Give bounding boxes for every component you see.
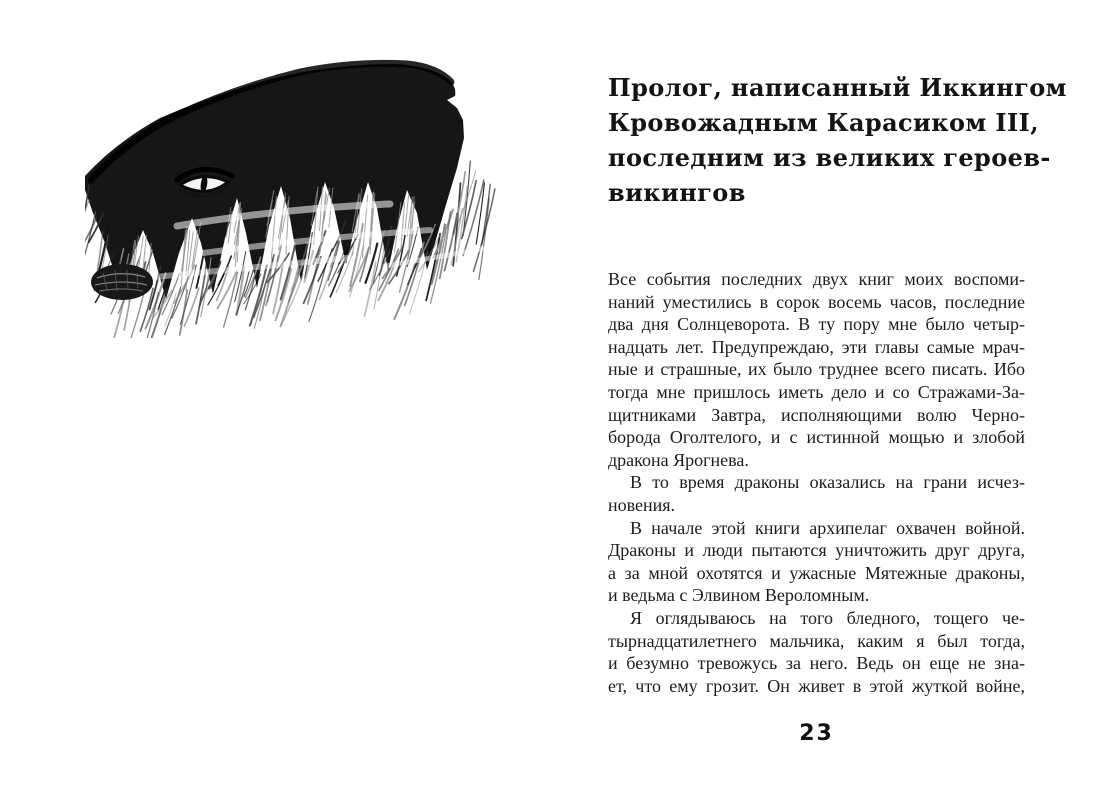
text-line: надцать лет. Предупреждаю, эти главы самые мрач- <box>608 336 1025 357</box>
text-line: В то время драконы оказались на грани исчез- <box>630 472 1025 493</box>
chapter-heading-line: Пролог, написанный Иккингом <box>608 73 1067 102</box>
text-line: Драконы и люди пытаются уничтожить друг друга, <box>608 540 1025 561</box>
paragraph <box>608 268 1025 471</box>
paragraph <box>608 517 1025 607</box>
text-line: ные и страшные, их было труднее всего писать. Ибо <box>608 359 1025 380</box>
chapter-heading <box>608 70 1067 210</box>
text-line: В начале этой книги архипелаг охвачен войной. <box>630 517 1025 538</box>
text-line: наний уместились в сорок восемь часов, последние <box>608 291 1025 312</box>
text-line: Все события последних двух книг моих воспоми- <box>608 269 1025 289</box>
text-line: борода Оголтелого, и с истинной мощью и злобой <box>608 427 1025 448</box>
text-line: и безумно тревожусь за него. Ведь он еще не зна- <box>608 653 1025 674</box>
paragraph <box>608 607 1025 697</box>
text-line: тырнадцатилетнего мальчика, каким я был тогда, <box>608 630 1025 651</box>
text-line: новения. <box>608 494 676 515</box>
text-line: щитниками Завтра, исполняющими волю Черно- <box>608 404 1025 425</box>
page-number: 23 <box>799 721 834 746</box>
dragon-illustration <box>85 58 505 338</box>
text-line: два дня Солнцеворота. В ту пору мне было четыр- <box>608 314 1025 335</box>
chapter-heading-line: Кровожадным Карасиком III, <box>608 108 1040 137</box>
text-line: Я оглядываюсь на того бледного, тощего че- <box>630 607 1025 628</box>
text-line: тогда мне пришлось иметь дело и со Стражами-За- <box>608 381 1025 402</box>
text-line: ет, что ему грозит. Он живет в этой жуткой войне, <box>608 675 1025 696</box>
chapter-heading-line: викингов <box>608 178 746 207</box>
paragraph <box>608 471 1025 516</box>
text-line: дракона Ярогнева. <box>608 449 749 470</box>
dragon-mouth <box>91 264 153 300</box>
text-line: и ведьма с Элвином Вероломным. <box>608 585 870 606</box>
text-line: а за мной охотятся и ужасные Мятежные драконы, <box>608 562 1025 583</box>
body-text <box>608 268 1025 697</box>
chapter-heading-line: последним из великих героев- <box>608 143 1051 172</box>
